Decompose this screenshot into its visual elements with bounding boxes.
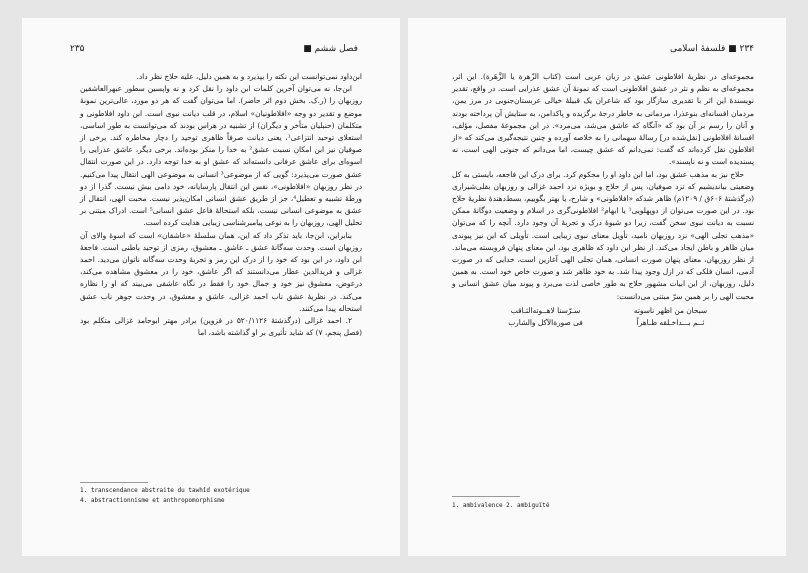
left-page-number: ۲۳۵ — [70, 44, 85, 54]
poem — [452, 303, 754, 329]
left-paragraph-2: ابن‌جا، نه می‌توان آخرین کلمات ابن داود را نقل کرد و نه واپسین سطور عبهرالعاشقین روزبهان را (ر.ک. بخش دوم اثر حاضر). اما می‌توان گفت که هر دو مورد، عالی‌ترین نمونهٔ موضع و تقدیر دو وجه «افلاطونیان» اسلام، در قلب دیانت نبوی است. ابن داود افلاطونی و متکلمان (حنبلیان متأخر و دیگران) از تشبیه در هراس بودند که می‌توانست به طور اساسی، استعلای توحید انتزاعی¹، یعنی دیانت صرفاً ظاهری توحید را دچار مخاطره کند. برخی از صوفیان نیز ابن امکان نسبت عشق² به خدا را منکر بوده‌اند. برخی دیگر، عاشق عذرایی را اسوه‌ای برای عاشق عرفانی دانسته‌اند که عشق او به خدا توجه دارد. در این صورت انتقال عشق صورت می‌پذیرد: گویی که از موضوعی³ انسانی به موضوعی الهی انتقال پیدا می‌کنیم. در نظر روزبهان «افلاطونی»، نفس این انتقال پارسایانه، خود دامی بیش نیست. گذرا از دو ورطهٔ تشبیه و تعطیل⁴، جز از طریق عشق انسانی امکان‌پذیر نیست. محبت الهی، انتقال از عشق به موضوعی انسانی نیست، بلکه استحالهٔ فاعل عشق انسانی⁵ است. ادراک مبتنی بر تحلیل الهی، روزبهان را به نوعی پیامبرشناسی زیبایی هدایت کرده است. — [80, 84, 362, 228]
poem-line-1: سبحان من اظهر ناسوته — [633, 305, 708, 315]
left-page-header — [70, 42, 358, 56]
left-page-body — [80, 71, 362, 339]
left-paragraph-3: بنابراین، ابن‌جا، باید تذکر داد که این، همان سلسلهٔ «عاشقان» است که اسوهٔ والای آن روزبهان است. وحدت سه‌گانهٔ عشق ـ عاشق ـ معشوق، رمزی از توحید باطنی است. فاجعهٔ ابن داود، در این بود که خود را از درک این رمز و تجربهٔ وحدت سه‌گانه ناتوان می‌دید. احمد غزالی و فریدالدین عطار می‌دانستند که اگر عاشق، خود را در معشوق مشاهده می‌کند، درعوض، معشوق نیز خود و جمال خود را فقط در نگاه عاشقی می‌بیند که او را نظاره می‌کند. در نظریهٔ عشق ناب احمد غزالی، عاشق و معشوق، در وحدت جوهر ناب عشق استحاله پیدا می‌کنند. — [80, 230, 362, 313]
left-page — [22, 18, 400, 556]
poem-line-2: سـرّسنا لاهــوته‌الثـاقب — [510, 305, 581, 315]
right-page-title: ۲۳۴ ■ فلسفهٔ اسلامی — [669, 44, 754, 54]
poem-line-3: ثــم بـــداخـلقه ظـاهراً — [636, 318, 705, 328]
left-footnote-rule — [80, 482, 148, 483]
right-paragraph-2: حلاج نیز به مذهب عشق بود، اما ابن داود او را محکوم کرد. برای درک این فاجعه، بایستی به کل وضعیتی بیاندیشیم که تزد صوفیان، پس از حلاج و بویژه نزد احمد غزالی و روزبهان بقلی‌شیرازی (درگذشتهٔ ۶۰۶ق / ۱۲۰۹م) ظاهر شدکه «افلاطونی» و شارح، یا بهتر بگوییم، بسط‌دهندهٔ نظریهٔ حلاج بود. در این صورت می‌توان از دوپهلویی¹ یا ابهام² افلاطونی‌گری در اسلام و وضعیت دوگانهٔ ممکن نسبت به دیانت نبوی سخن گفت، زیرا دو شیوهٔ درک و تجربهٔ آن وجود دارد. آنچه را که می‌توان «مذهب تجلی الهی» نزد روزبهان نامید، تأویل معنای نبوی زیبایی است. تأویلی که این نیز پیوندی میان ظاهر و باطن ایجاد می‌کند. از نظر ابن داود که ظاهری بود، این معنای پنهان فروبسته می‌ماند. از نظر روزبهان، معنای پنهان صورت انسانی، همان تجلی الهی آغازین است، خدایی که در صورت آدمی، انسان فلکی که در ازل وجود پیدا شد. به خود ظاهر شد و صورت خاص خود است. به همین دلیل، روزبهان، از این ابیات مشهور حلاج به طور خاصی لذت می‌برد و پیوند میان عشق انسانی و محبت الهی را بر همین سرّ مبتنی می‌دانست: — [452, 169, 754, 301]
left-paragraph-4: ۲. احمد غزالی (درگذشتهٔ ۵۲۰/۱۱۲۶ در قزوین) برادر مهتر ابوحامد غزالی متکلم بود (فصل پنجم، ۷) که شاید تأثیری بر او گذاشته باشد، اما — [80, 316, 362, 338]
right-page-body — [452, 71, 754, 329]
left-footnotes — [80, 486, 250, 506]
left-footnote-2: 4. abstractionnisme et anthropomorphisme — [80, 497, 225, 504]
right-footnote-1: 1. ambivalence 2. ambiguïté — [452, 502, 550, 509]
left-paragraph-1: ابن‌داود نمی‌توانست این نکته را بپذیرد و به همین دلیل، علیه حلاج نظر داد. — [136, 72, 362, 81]
right-page — [408, 18, 786, 556]
right-paragraph-1: مجموعه‌ای در نظریهٔ افلاطونی عشق در زبان عربی است (کتاب الزّهرة یا الزَّهَرة). این اثر، مجموعه‌ای به نظم و نثر در عشق افلاطونی است که نمونهٔ آن عشق عذرایی است. در واقع، تقدیر نویسندهٔ این اثر با تقدیری سازگار بود که شاعران یک قبیلهٔ خیالی عربستان‌جنوبی در مرز یمن، مردمان افسانه‌ای بنوعذرا، مردمانی به خاطر درجهٔ برگزیده و پاکدامن، به ستایش آن پرداخته بودند و آنان را رسم بر آن بود که «آنگاه که عاشق می‌شد، می‌مرد». در ابن مجموعهٔ مفصل، مؤلف، افسانهٔ افلاطونی [نقل‌شده در] رسالهٔ سهمانی را به خلاصه آورده و چنین نتیجه‌گیری می‌کند که «از افلاطون نقل کرده‌اند که گفت: نمی‌دانم که عشق چیست، اما می‌دانم که جنونی الهی است، نه پسندیده است و نه ناپسند». — [452, 72, 754, 167]
left-page-chapter-title: فصل ششم ■ — [303, 44, 358, 54]
right-footnote-rule — [452, 496, 520, 497]
right-footnotes — [452, 501, 550, 511]
left-footnote-1: 1. transcendance abstraite du tawhîd exotérique — [80, 487, 250, 494]
right-page-header — [448, 42, 754, 56]
poem-line-4: فی صورة‌الآکل والشارب — [508, 318, 583, 328]
